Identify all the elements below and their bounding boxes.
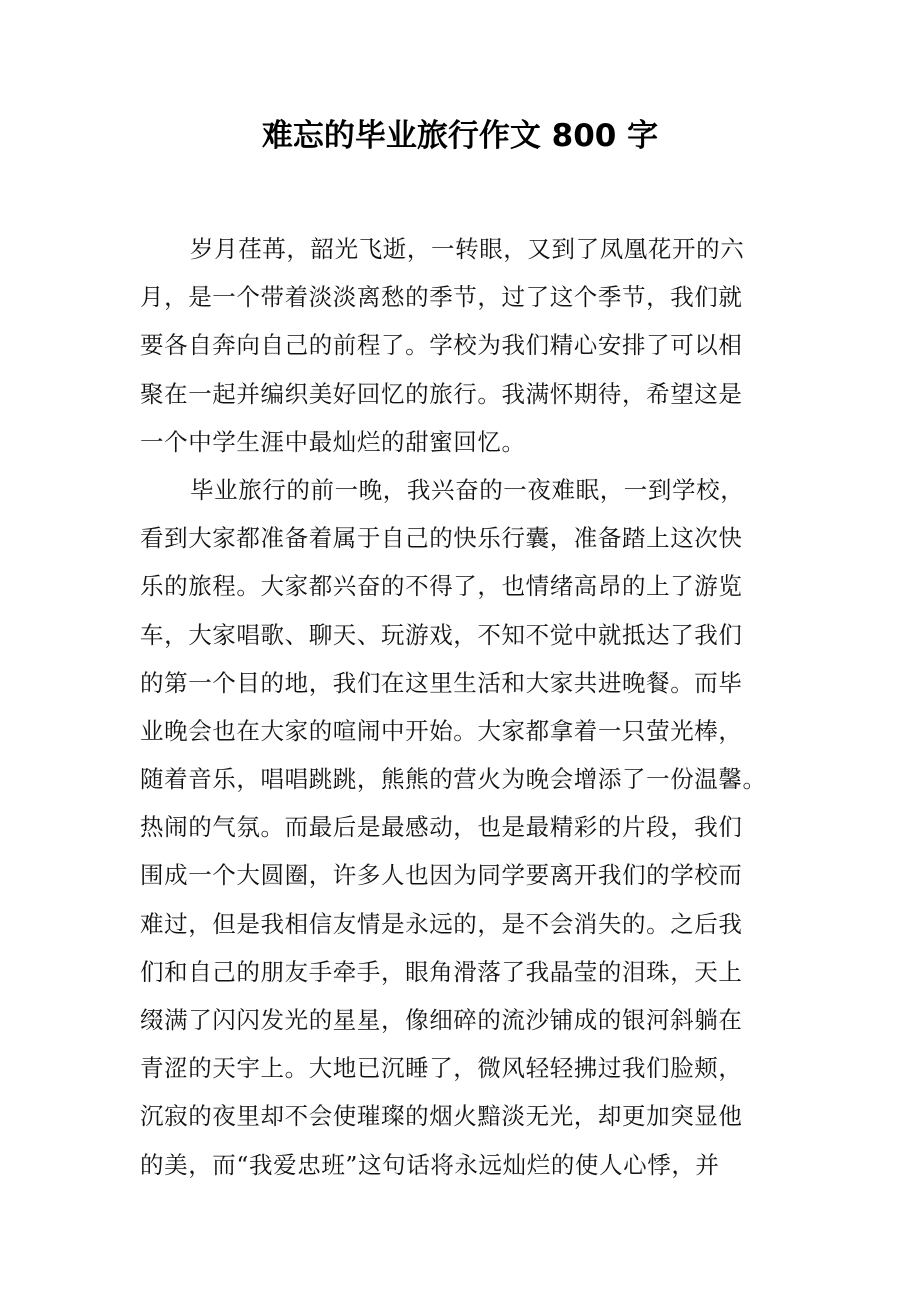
- paragraph-1-line-2: 月，是一个带着淡淡离愁的季节，过了这个季节，我们就: [140, 283, 743, 312]
- paragraph-1-line-3: 要各自奔向自己的前程了。学校为我们精心安排了可以相: [140, 331, 743, 360]
- paragraph-2-line-12: 缀满了闪闪发光的星星，像细碎的流沙铺成的银河斜躺在: [140, 1006, 743, 1034]
- paragraph-2-line-6: 业晚会也在大家的喧闹中开始。大家都拿着一只萤光棒，: [140, 716, 743, 745]
- paragraph-2-line-9: 围成一个大圆圈，许多人也因为同学要离开我们的学校而: [140, 861, 743, 890]
- paragraph-2-line-1: 毕业旅行的前一晚，我兴奋的一夜难眠，一到学校，: [190, 475, 745, 504]
- paragraph-2-line-3: 乐的旅程。大家都兴奋的不得了，也情绪高昂的上了游览: [140, 572, 743, 601]
- document-title: 难忘的毕业旅行作文 800 字: [261, 118, 659, 154]
- paragraph-2-line-13: 青涩的天宇上。大地已沉睡了，微风轻轻拂过我们脸颊，: [140, 1054, 743, 1083]
- paragraph-1-line-1: 岁月荏苒，韶光飞逝，一转眼，又到了凤凰花开的六: [190, 235, 745, 263]
- paragraph-2-line-7: 随着音乐，唱唱跳跳，熊熊的营火为晚会增添了一份温馨。: [140, 765, 767, 794]
- document-body: [140, 225, 767, 1189]
- paragraph-2-line-11: 们和自己的朋友手牵手，眼角滑落了我晶莹的泪珠，天上: [140, 957, 743, 986]
- paragraph-1-line-5: 一个中学生涯中最灿烂的甜蜜回忆。: [140, 427, 526, 456]
- paragraph-2-line-15: 的美，而“我爱忠班”这句话将永远灿烂的使人心悸，并: [140, 1150, 720, 1179]
- paragraph-2-line-8: 热闹的气氛。而最后是最感动，也是最精彩的片段，我们: [140, 813, 743, 842]
- paragraph-2-line-2: 看到大家都准备着属于自己的快乐行囊，准备踏上这次快: [140, 524, 743, 553]
- paragraph-2-line-5: 的第一个目的地，我们在这里生活和大家共进晚餐。而毕: [140, 668, 743, 697]
- paragraph-1-line-4: 聚在一起并编织美好回忆的旅行。我满怀期待，希望这是: [140, 379, 743, 408]
- paragraph-2-line-10: 难过，但是我相信友情是永远的，是不会消失的。之后我: [140, 909, 743, 938]
- paragraph-2-line-14: 沉寂的夜里却不会使璀璨的烟火黯淡无光，却更加突显他: [140, 1102, 743, 1131]
- paragraph-2-line-4: 车，大家唱歌、聊天、玩游戏，不知不觉中就抵达了我们: [140, 620, 743, 649]
